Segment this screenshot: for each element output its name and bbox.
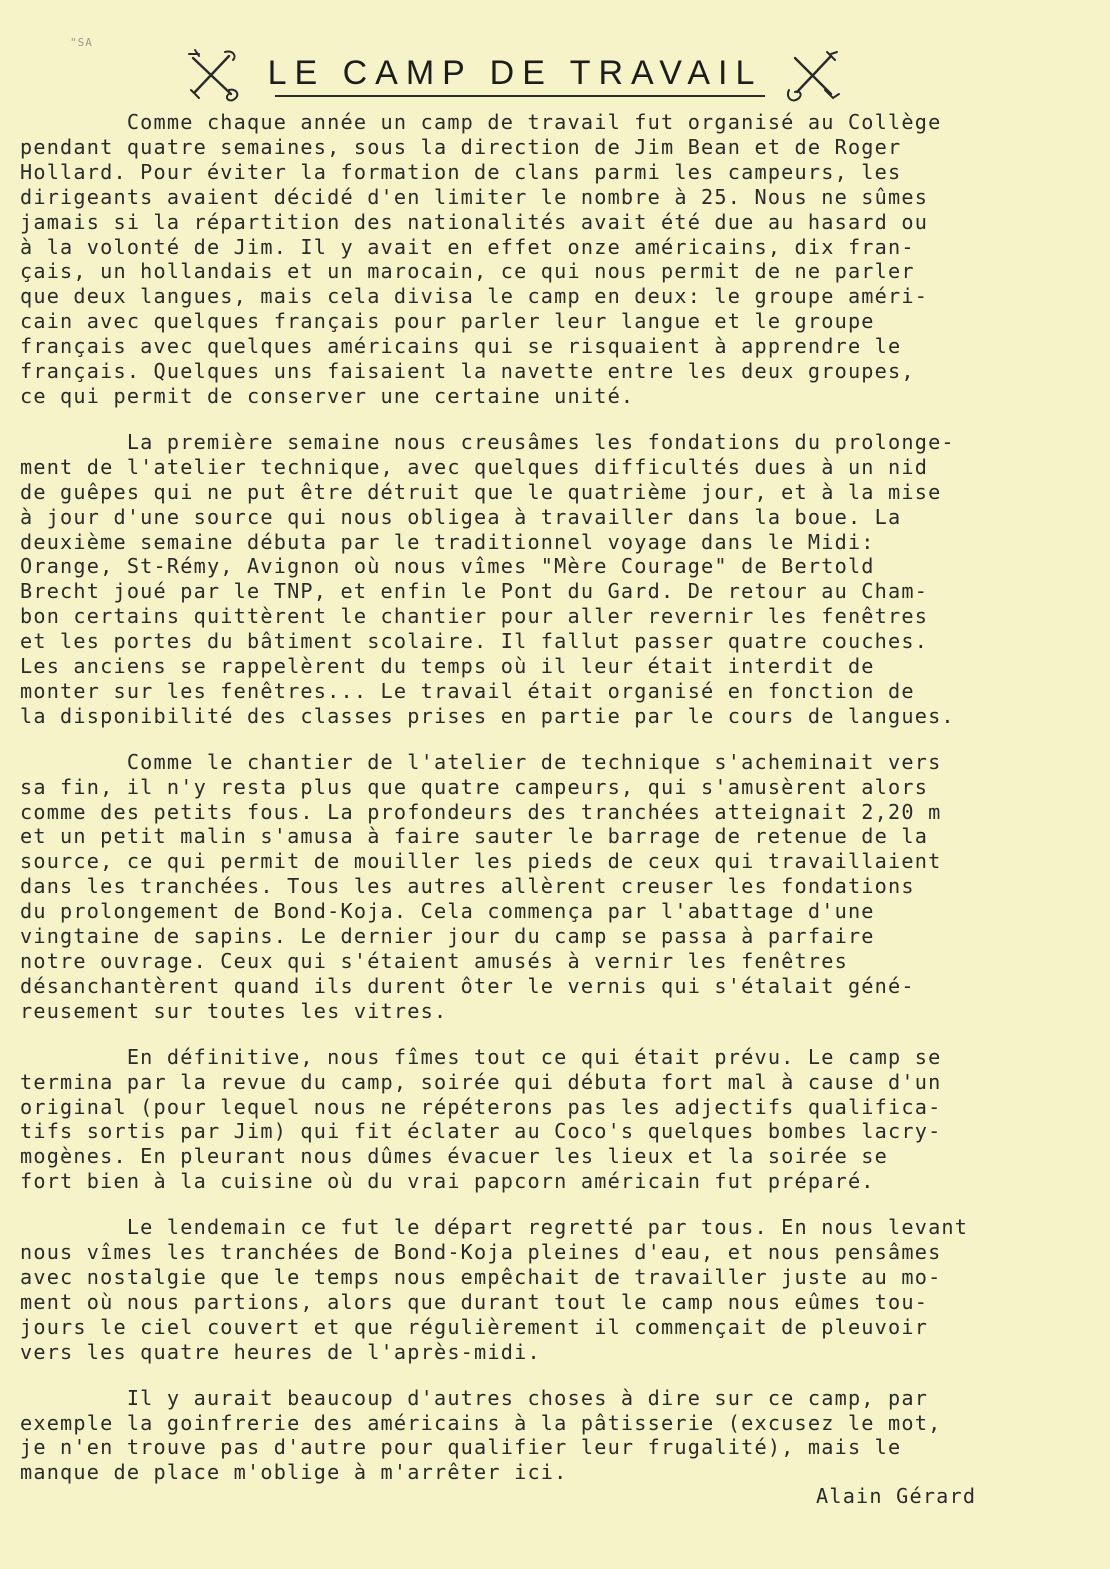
page-title: LE CAMP DE TRAVAIL bbox=[267, 54, 763, 92]
crossed-tools-right-icon bbox=[785, 50, 845, 104]
article-paragraph: En définitive, nous fîmes tout ce qui était prévu. Le camp se termina par la revue du camp, soirée qui débuta fort mal à cause d'un original (pour lequel nous ne répéterons pas les adjectifs qualifica- tifs sortis par Jim) qui fit éclater au Coco's quelques bombes lacry- mogènes. En pleurant nous dûmes évacuer les lieux et la soirée se fort bien à la cuisine où du vrai papcorn américain fut préparé. bbox=[20, 1044, 942, 1194]
article-paragraph: Le lendemain ce fut le départ regretté par tous. En nous levant nous vîmes les tranchées de Bond-Koja pleines d'eau, et nous pensâmes avec nostalgie que le temps nous empêchait de travailler juste au mo- ment où nous partions, alors que durant tout le camp nous eûmes tou- jours le ciel couvert et que régulièrement il commençait de pleuvoir vers les quatre heures de l'après-midi. bbox=[20, 1215, 969, 1364]
corner-mark: "SA bbox=[70, 36, 93, 49]
article-paragraph: Comme le chantier de l'atelier de technique s'acheminait vers sa fin, il n'y resta plus que quatre campeurs, qui s'amusèrent alors comme des petits fous. La profondeurs des tranchées atteignait 2,20 m et un petit malin s'amusa à faire sauter le barrage de retenue de la source, ce qui permit de mouiller les pieds de ceux qui travaillaient dans les tranchées. Tous les autres allèrent creuser les fondations du prolongement de Bond-Koja. Cela commença par l'abattage d'une vingtaine de sapins. Le dernier jour du camp se passa à parfaire notre ouvrage. Ceux qui s'étaient amusés à vernir les fenêtres désanchantèrent quand ils durent ôter le vernis qui s'étalait géné- reusement sur toutes les vitres. bbox=[20, 749, 942, 1023]
article-paragraph: Il y aurait beaucoup d'autres choses à dire sur ce camp, par exemple la goinfrerie des américains à la pâtisserie (excusez le mot, je n'en trouve pas d'autre pour qualifier leur frugalité), mais le manque de place m'oblige à m'arrêter ici. bbox=[20, 1385, 942, 1485]
title-row bbox=[185, 46, 845, 106]
crossed-tools-left-icon bbox=[185, 48, 247, 102]
author-signature: Alain Gérard bbox=[816, 1484, 977, 1508]
title-underline bbox=[275, 95, 765, 97]
article-paragraph: La première semaine nous creusâmes les fondations du prolonge- ment de l'atelier technique, avec quelques difficultés dues à un nid de guêpes qui ne put être détruit que le quatrième jour, et à la mise à jour d'une source qui nous obligea à travailler dans la boue. La deuxième semaine débuta par le traditionnel voyage dans le Midi: Orange, St-Rémy, Avignon où nous vîmes "Mère Courage" de Bertold Brecht joué par le TNP, et enfin le Pont du Gard. De retour au Cham- bon certains quittèrent le chantier pour aller revernir les fenêtres et les portes du bâtiment scolaire. Il fallut passer quatre couches. Les anciens se rappelèrent du temps où il leur était interdit de monter sur les fenêtres... Le travail était organisé en fonction de la disponibilité des classes prises en partie par le cours de langues. bbox=[20, 429, 955, 728]
article-body bbox=[20, 110, 1040, 1506]
article-paragraph: Comme chaque année un camp de travail fut organisé au Collège pendant quatre semaines, sous la direction de Jim Bean et de Roger Hollard. Pour éviter la formation de clans parmi les campeurs, les dirigeants avaient décidé d'en limiter le nombre à 25. Nous ne sûmes jamais si la répartition des nationalités avait été due au hasard ou à la volonté de Jim. Il y avait en effet onze américains, dix fran- çais, un hollandais et un marocain, ce qui nous permit de ne parler que deux langues, mais cela divisa le camp en deux: le groupe améri- cain avec quelques français pour parler leur langue et le groupe français avec quelques américains qui se risquaient à apprendre le français. Quelques uns faisaient la navette entre les deux groupes, ce qui permit de conserver une certaine unité. bbox=[20, 110, 942, 408]
